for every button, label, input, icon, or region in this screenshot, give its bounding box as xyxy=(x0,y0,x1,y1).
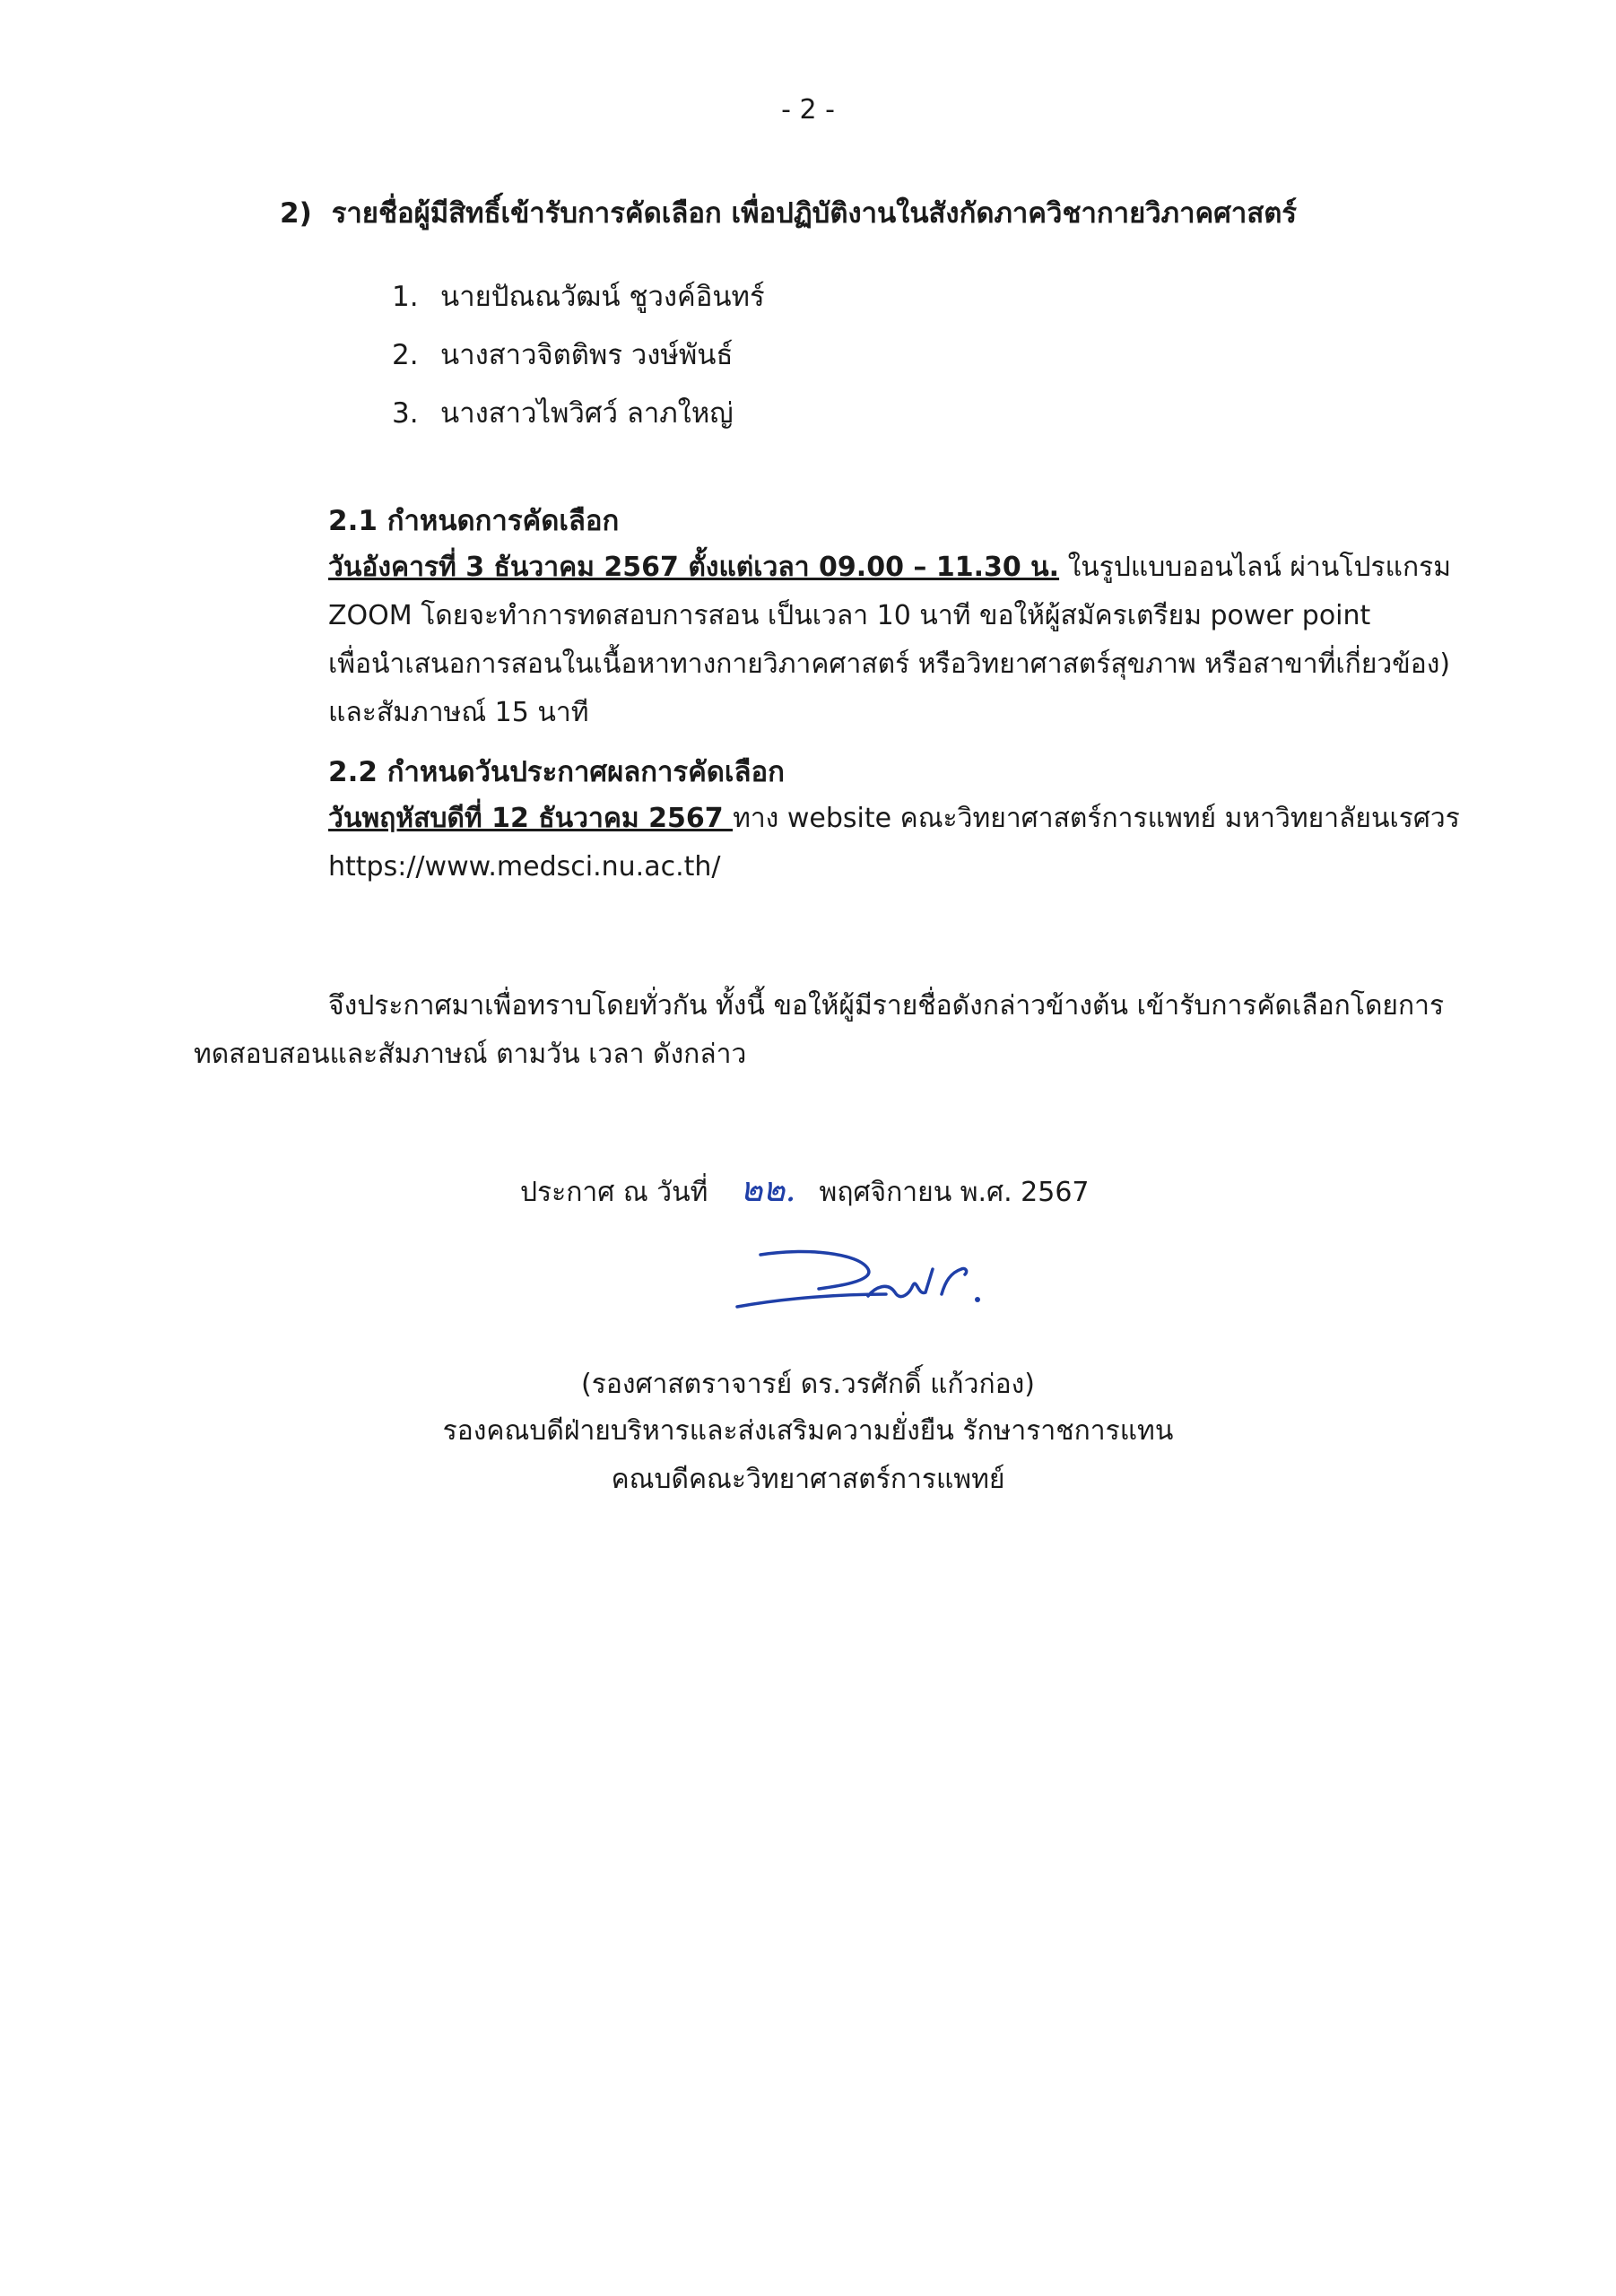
date-prefix: ประกาศ ณ วันที่ xyxy=(520,1177,708,1208)
section-title: รายชื่อผู้มีสิทธิ์เข้ารับการคัดเลือก เพื่อปฏิบัติงานในสังกัดภาควิชากายวิภาคศาสตร์ xyxy=(331,197,1298,230)
announcement-date: วันพฤหัสบดีที่ 12 ธันวาคม 2567 xyxy=(328,803,734,834)
schedule-line-3: เพื่อนำเสนอการสอนในเนื้อหาทางกายวิภาคศาสตร์ หรือวิทยาศาสตร์สุขภาพ หรือสาขาที่เกี่ยวข้อง) xyxy=(328,648,1451,680)
closing-line-1: จึงประกาศมาเพื่อทราบโดยทั่วกัน ทั้งนี้ ขอให้ผู้มีรายชื่อดังกล่าวข้างต้น เข้ารับการคัดเลือกโดยการ xyxy=(328,990,1445,1022)
candidate-item xyxy=(392,390,734,435)
section-number: 2) xyxy=(280,197,312,230)
page-number: - 2 - xyxy=(781,94,835,126)
candidate-name: นางสาวจิตติพร วงษ์พันธ์ xyxy=(440,339,734,371)
date-suffix: พฤศจิกายน พ.ศ. 2567 xyxy=(819,1177,1090,1208)
signatory-office: คณบดีคณะวิทยาศาสตร์การแพทย์ xyxy=(611,1464,1005,1495)
handwritten-day: ๒๒. xyxy=(740,1170,796,1209)
schedule-line-4: และสัมภาษณ์ 15 นาที xyxy=(328,697,589,728)
announcement-paragraph xyxy=(328,795,1467,891)
schedule-line-1-rest: ในรูปแบบออนไลน์ ผ่านโปรแกรม xyxy=(1059,552,1451,583)
section-heading xyxy=(280,190,1297,235)
schedule-date-time: วันอังคารที่ 3 ธันวาคม 2567 ตั้งแต่เวลา 09.00 – 11.30 น. xyxy=(328,552,1060,583)
announcement-line-1-rest: ทาง website คณะวิทยาศาสตร์การแพทย์ มหาวิทยาลัยนเรศวร xyxy=(733,803,1460,834)
schedule-heading: 2.1 กำหนดการคัดเลือก xyxy=(328,505,620,537)
schedule-line-1 xyxy=(328,544,1467,592)
candidate-index: 1. xyxy=(392,281,419,313)
candidate-index: 2. xyxy=(392,339,419,371)
candidate-index: 3. xyxy=(392,397,419,430)
announcement-line-1 xyxy=(328,795,1467,843)
schedule-line-2: ZOOM โดยจะทำการทดสอบการสอน เป็นเวลา 10 นาที ขอให้ผู้สมัครเตรียม power point xyxy=(328,600,1371,631)
signatory-position: รองคณบดีฝ่ายบริหารและส่งเสริมความยั่งยืน รักษาราชการแทน xyxy=(442,1415,1174,1447)
signatory-name: (รองศาสตราจารย์ ดร.วรศักดิ์ แก้วก่อง) xyxy=(581,1369,1035,1400)
schedule-paragraph xyxy=(328,544,1467,737)
candidate-name: นางสาวไพวิศว์ ลาภใหญ่ xyxy=(440,397,734,430)
date-line xyxy=(520,1161,1090,1216)
closing-line-2: ทดสอบสอนและสัมภาษณ์ ตามวัน เวลา ดังกล่าว xyxy=(194,1039,747,1070)
closing-paragraph xyxy=(194,982,1467,1079)
candidate-item xyxy=(392,332,733,377)
announcement-url: https://www.medsci.nu.ac.th/ xyxy=(328,851,721,883)
candidate-name: นายปัณณวัฒน์ ชูวงค์อินทร์ xyxy=(440,281,765,313)
candidate-item xyxy=(392,274,765,318)
announcement-heading: 2.2 กำหนดวันประกาศผลการคัดเลือก xyxy=(328,756,785,788)
signature-mark xyxy=(734,1242,989,1323)
